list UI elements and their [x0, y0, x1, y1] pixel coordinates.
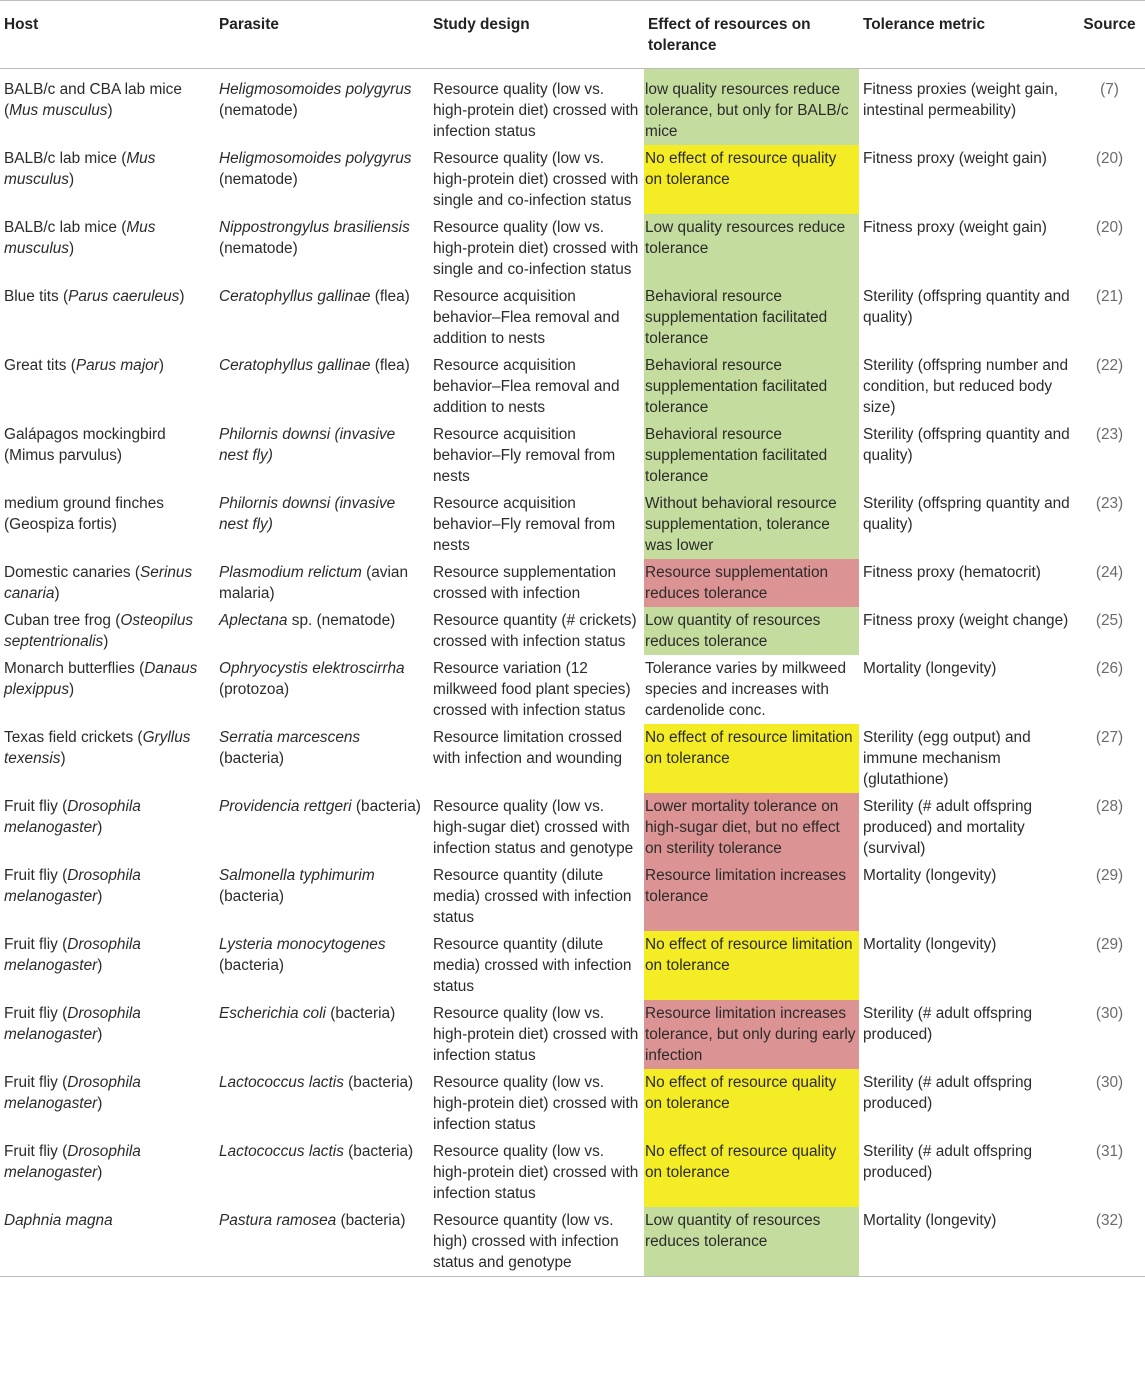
host-cell [0, 490, 215, 559]
host-species: Mus musculus [4, 219, 156, 257]
host-cell [0, 145, 215, 214]
tolerance-metric-cell: Sterility (offspring quantity and quality) [863, 288, 1070, 326]
parasite-cell [215, 724, 429, 793]
parasite-cell [215, 607, 429, 655]
tolerance-metric-cell: Sterility (# adult offspring produced) [863, 1143, 1033, 1181]
host-text-end: ) [97, 1095, 103, 1112]
table-row [0, 421, 1145, 490]
parasite-species: Salmonella typhimurim [219, 867, 375, 884]
host-text: Texas field crickets ( [4, 729, 143, 746]
source-cell: (20) [1095, 219, 1124, 236]
parasite-cell [215, 352, 429, 421]
parasite-type: (bacteria) [219, 957, 285, 974]
host-text: Fruit fliy ( [4, 798, 68, 815]
parasite-type: (flea) [370, 357, 410, 374]
parasite-type: (bacteria) [219, 750, 285, 767]
tolerance-metric-cell: Fitness proxy (hematocrit) [863, 564, 1041, 581]
parasite-cell [215, 145, 429, 214]
parasite-species: Lactococcus lactis [219, 1143, 344, 1160]
parasite-cell [215, 862, 429, 931]
host-cell [0, 283, 215, 352]
tolerance-metric-cell: Sterility (# adult offspring produced) and mortality (survival) [863, 798, 1033, 857]
parasite-species: Nippostrongylus brasiliensis [219, 219, 410, 236]
source-cell: (23) [1095, 426, 1124, 443]
parasite-cell [215, 214, 429, 283]
parasite-cell [215, 1207, 429, 1277]
source-cell: (21) [1095, 288, 1124, 305]
parasite-type: (bacteria) [351, 798, 421, 815]
host-cell [0, 862, 215, 931]
source-cell: (29) [1095, 867, 1124, 884]
parasite-cell [215, 490, 429, 559]
host-text: Monarch butterflies ( [4, 660, 145, 677]
parasite-type: (avian malaria) [219, 564, 409, 602]
host-species: Parus caeruleus [68, 288, 180, 305]
tolerance-metric-cell: Sterility (# adult offspring produced) [863, 1005, 1033, 1043]
host-text: BALB/c lab mice ( [4, 219, 127, 236]
parasite-cell [215, 931, 429, 1000]
effect-cell: low quality resources reduce tolerance, but only for BALB/c mice [644, 69, 859, 146]
effect-cell: Resource limitation increases tolerance [644, 862, 859, 931]
host-cell [0, 214, 215, 283]
parasite-type: sp. (nematode) [287, 612, 396, 629]
host-text: Fruit fliy ( [4, 1143, 68, 1160]
host-text-end: ) [69, 240, 75, 257]
host-text: Great tits ( [4, 357, 76, 374]
header-effect: Effect of resources on tolerance [648, 16, 811, 54]
tolerance-metric-cell: Mortality (longevity) [863, 936, 997, 953]
host-cell [0, 607, 215, 655]
study-design-cell: Resource acquisition behavior–Flea removal and addition to nests [433, 288, 620, 347]
parasite-type: (bacteria) [325, 1005, 396, 1022]
host-species: Gryllus texensis [4, 729, 191, 767]
study-design-cell: Resource quantity (dilute media) crossed with infection status [433, 867, 632, 926]
effect-cell: Without behavioral resource supplementation, tolerance was lower [644, 490, 859, 559]
host-text: medium ground finches (Geospiza fortis) [4, 495, 164, 533]
host-text-end: ) [97, 819, 103, 836]
table-row [0, 931, 1145, 1000]
source-cell: (23) [1095, 495, 1124, 512]
parasite-cell [215, 559, 429, 607]
host-text-end: ) [69, 171, 75, 188]
study-design-cell: Resource acquisition behavior–Fly removal from nests [433, 495, 616, 554]
host-species: Drosophila melanogaster [4, 867, 141, 905]
parasite-species: Philornis downsi (invasive nest fly) [219, 426, 396, 464]
host-species: Osteopilus septentrionalis [4, 612, 194, 650]
host-species: Drosophila melanogaster [4, 1074, 141, 1112]
source-cell: (22) [1095, 357, 1124, 374]
parasite-type: (bacteria) [343, 1074, 414, 1091]
header-host: Host [4, 16, 39, 33]
table-row [0, 559, 1145, 607]
header-row [0, 1, 1145, 69]
study-design-cell: Resource quality (low vs. high-protein diet) crossed with single and co-infection status [433, 219, 639, 278]
source-cell: (24) [1095, 564, 1124, 581]
source-cell: (25) [1095, 612, 1124, 629]
source-cell: (32) [1095, 1212, 1124, 1229]
table-row [0, 352, 1145, 421]
table-row [0, 1138, 1145, 1207]
parasite-cell [215, 283, 429, 352]
table-row [0, 145, 1145, 214]
table-row [0, 655, 1145, 724]
table-row [0, 214, 1145, 283]
source-cell: (27) [1095, 729, 1124, 746]
effect-cell: Low quality resources reduce tolerance [644, 214, 859, 283]
study-design-cell: Resource quality (low vs. high-protein diet) crossed with infection status [433, 1143, 639, 1202]
parasite-type: (protozoa) [219, 681, 290, 698]
tolerance-metric-cell: Fitness proxy (weight change) [863, 612, 1069, 629]
header-tolerance-metric: Tolerance metric [863, 16, 986, 33]
parasite-species: Providencia rettgeri [219, 798, 352, 815]
parasite-type: (flea) [370, 288, 410, 305]
host-species: Danaus plexippus [4, 660, 198, 698]
parasite-species: Ophryocystis elektroscirrha [219, 660, 405, 677]
parasite-cell [215, 1138, 429, 1207]
host-text-end: ) [158, 357, 164, 374]
parasite-type: (bacteria) [336, 1212, 406, 1229]
source-cell: (26) [1095, 660, 1124, 677]
host-text-end: ) [69, 681, 75, 698]
effect-cell: No effect of resource quality on tolerance [644, 1138, 859, 1207]
host-species: Mus musculus [4, 150, 156, 188]
parasite-type: (bacteria) [219, 888, 285, 905]
host-text: Blue tits ( [4, 288, 69, 305]
study-design-cell: Resource quality (low vs. high-protein diet) crossed with infection status [433, 1074, 639, 1133]
study-design-cell: Resource supplementation crossed with infection [433, 564, 617, 602]
tolerance-metric-cell: Mortality (longevity) [863, 867, 997, 884]
source-cell: (20) [1095, 150, 1124, 167]
parasite-species: Heligmosomoides polygyrus [219, 150, 412, 167]
effect-cell: No effect of resource quality on tolerance [644, 145, 859, 214]
effect-cell: Resource supplementation reduces tolerance [644, 559, 859, 607]
host-species: Drosophila melanogaster [4, 798, 141, 836]
effect-cell: Tolerance varies by milkweed species and increases with cardenolide conc. [645, 660, 847, 719]
header-parasite: Parasite [219, 16, 279, 33]
study-design-cell: Resource variation (12 milkweed food plant species) crossed with infection status [433, 660, 631, 719]
effect-cell: No effect of resource limitation on tolerance [644, 724, 859, 793]
tolerance-metric-cell: Sterility (egg output) and immune mechanism (glutathione) [863, 729, 1031, 788]
effect-cell: No effect of resource quality on tolerance [644, 1069, 859, 1138]
tolerance-metric-cell: Sterility (offspring quantity and quality) [863, 495, 1070, 533]
effect-cell: Low quantity of resources reduces tolerance [644, 607, 859, 655]
study-design-cell: Resource quality (low vs. high-protein diet) crossed with single and co-infection status [433, 150, 639, 209]
host-text: BALB/c lab mice ( [4, 150, 127, 167]
host-text: Domestic canaries ( [4, 564, 140, 581]
host-species: Drosophila melanogaster [4, 1005, 141, 1043]
table-row [0, 607, 1145, 655]
host-cell [0, 421, 215, 490]
study-design-cell: Resource quantity (dilute media) crossed with infection status [433, 936, 632, 995]
parasite-cell [215, 655, 429, 724]
table-body [0, 69, 1145, 1277]
parasite-cell [215, 1000, 429, 1069]
host-text: Fruit fliy ( [4, 1074, 68, 1091]
study-design-cell: Resource acquisition behavior–Fly removal from nests [433, 426, 616, 485]
host-species: Drosophila melanogaster [4, 936, 141, 974]
host-cell [0, 1069, 215, 1138]
study-design-cell: Resource acquisition behavior–Flea removal and addition to nests [433, 357, 620, 416]
source-cell: (31) [1095, 1143, 1124, 1160]
parasite-species: Lactococcus lactis [219, 1074, 344, 1091]
host-cell [0, 793, 215, 862]
host-text-end: ) [60, 750, 66, 767]
parasite-species: Philornis downsi (invasive nest fly) [219, 495, 396, 533]
host-text-end: ) [97, 957, 103, 974]
host-text-end: ) [179, 288, 185, 305]
host-text-end: ) [97, 1026, 103, 1043]
parasite-type: (nematode) [219, 171, 298, 188]
effect-cell: Lower mortality tolerance on high-sugar diet, but no effect on sterility tolerance [644, 793, 859, 862]
source-cell: (28) [1095, 798, 1124, 815]
study-design-cell: Resource quality (low vs. high-protein diet) crossed with infection status [433, 81, 639, 140]
host-cell [0, 655, 215, 724]
effect-cell: Behavioral resource supplementation facilitated tolerance [644, 352, 859, 421]
parasite-species: Lysteria monocytogenes [219, 936, 386, 953]
study-design-cell: Resource quality (low vs. high-sugar diet) crossed with infection status and genotype [433, 798, 634, 857]
host-species: Mus musculus [9, 102, 108, 119]
parasite-species: Serratia marcescens [219, 729, 361, 746]
parasite-species: Escherichia coli [219, 1005, 326, 1022]
parasite-species: Aplectana [219, 612, 288, 629]
effect-cell: Behavioral resource supplementation facilitated tolerance [644, 421, 859, 490]
header-source: Source [1083, 16, 1136, 33]
host-species: Daphnia magna [4, 1212, 113, 1229]
host-cell [0, 352, 215, 421]
parasite-cell [215, 1069, 429, 1138]
parasite-species: Heligmosomoides polygyrus [219, 81, 412, 98]
effect-cell: No effect of resource limitation on tolerance [644, 931, 859, 1000]
tolerance-metric-cell: Sterility (offspring number and condition, but reduced body size) [863, 357, 1069, 416]
host-text: Fruit fliy ( [4, 936, 68, 953]
host-cell [0, 1000, 215, 1069]
source-cell: (30) [1095, 1005, 1124, 1022]
parasite-cell [215, 421, 429, 490]
table-row [0, 69, 1145, 146]
host-cell [0, 69, 215, 146]
parasite-species: Pastura ramosea [219, 1212, 337, 1229]
table-row [0, 724, 1145, 793]
host-text: Cuban tree frog ( [4, 612, 121, 629]
tolerance-metric-cell: Fitness proxy (weight gain) [863, 150, 1047, 167]
tolerance-metric-cell: Fitness proxies (weight gain, intestinal permeability) [863, 81, 1059, 119]
parasite-species: Ceratophyllus gallinae [219, 357, 371, 374]
parasite-type: (nematode) [219, 102, 298, 119]
host-species: Drosophila melanogaster [4, 1143, 141, 1181]
parasite-type: (nematode) [219, 240, 298, 257]
host-species: Serinus canaria [4, 564, 193, 602]
host-text: BALB/c and CBA lab mice ( [4, 81, 182, 119]
table-row [0, 490, 1145, 559]
source-cell: (30) [1095, 1074, 1124, 1091]
host-species: Parus major [75, 357, 159, 374]
parasite-cell [215, 793, 429, 862]
header-study-design: Study design [433, 16, 530, 33]
host-cell [0, 931, 215, 1000]
host-cell [0, 1138, 215, 1207]
source-cell: (29) [1095, 936, 1124, 953]
effect-cell: Resource limitation increases tolerance, but only during early infection [644, 1000, 859, 1069]
host-text: Fruit fliy ( [4, 867, 68, 884]
study-design-cell: Resource quantity (# crickets) crossed with infection status [433, 612, 637, 650]
table-row [0, 283, 1145, 352]
host-text: Galápagos mockingbird (Mimus parvulus) [4, 426, 166, 464]
host-text-end: ) [97, 1164, 103, 1181]
tolerance-metric-cell: Fitness proxy (weight gain) [863, 219, 1047, 236]
parasite-species: Plasmodium relictum [219, 564, 362, 581]
host-text-end: ) [107, 102, 113, 119]
parasite-species: Ceratophyllus gallinae [219, 288, 371, 305]
table-row [0, 1000, 1145, 1069]
study-design-cell: Resource quantity (low vs. high) crossed with infection status and genotype [433, 1212, 619, 1271]
table-row [0, 793, 1145, 862]
host-cell [0, 724, 215, 793]
tolerance-metric-cell: Mortality (longevity) [863, 1212, 997, 1229]
host-cell [0, 559, 215, 607]
tolerance-metric-cell: Sterility (offspring quantity and quality) [863, 426, 1070, 464]
parasite-type: (bacteria) [343, 1143, 414, 1160]
host-cell [0, 1207, 215, 1277]
table-row [0, 1207, 1145, 1277]
effect-cell: Behavioral resource supplementation facilitated tolerance [644, 283, 859, 352]
table-row [0, 1069, 1145, 1138]
tolerance-metric-cell: Mortality (longevity) [863, 660, 997, 677]
host-text-end: ) [103, 633, 109, 650]
parasite-cell [215, 69, 429, 146]
effect-cell: Low quantity of resources reduces tolerance [644, 1207, 859, 1277]
table-row [0, 862, 1145, 931]
tolerance-metric-cell: Sterility (# adult offspring produced) [863, 1074, 1033, 1112]
source-cell: (7) [1100, 81, 1119, 98]
host-text: Fruit fliy ( [4, 1005, 68, 1022]
host-text-end: ) [54, 585, 60, 602]
study-design-cell: Resource quality (low vs. high-protein diet) crossed with infection status [433, 1005, 639, 1064]
host-text-end: ) [97, 888, 103, 905]
study-design-cell: Resource limitation crossed with infection and wounding [433, 729, 623, 767]
